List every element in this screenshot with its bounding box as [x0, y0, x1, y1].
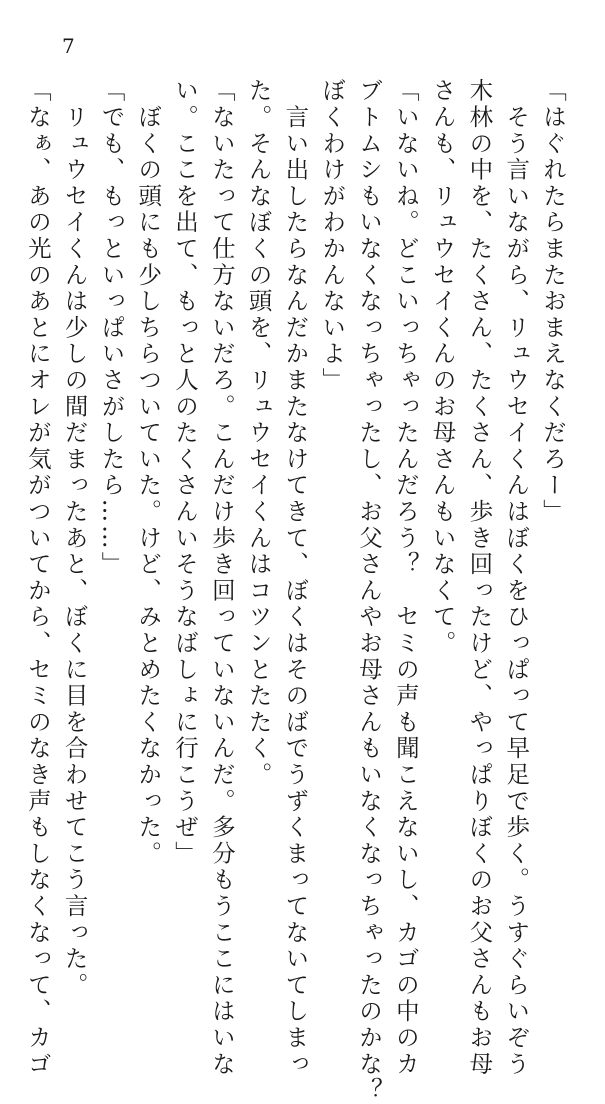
- text-line: 「いないね。どこいっちゃったんだろう？ セミの声も聞こえないし、カゴの中のカ: [391, 78, 420, 1078]
- text-line: 「でも、もっといっぱいさがしたら……」: [97, 78, 126, 578]
- text-line: た。そんなぼくの頭を、リュウセイくんはコツンとたたく。: [244, 78, 273, 789]
- text-line: ブトムシもいなくなっちゃったし、お父さんやお母さんもいなくなっちゃったのかな？: [355, 78, 384, 1104]
- text-line: ぼくの頭にも少しちらついていた。けど、みとめたくなかった。: [134, 78, 163, 867]
- text-line: 「はぐれたらまたおまえなくだろー」: [539, 78, 567, 526]
- page-number: 7: [62, 34, 75, 58]
- text-line: 木林の中を、たくさん、たくさん、歩き回ったけど、やっぱりぼくのお父さんもお母: [465, 78, 494, 1078]
- text-line: 言い出したらなんだかまたなけてきて、ぼくはそのばでうずくまってないてしまっ: [281, 78, 310, 1078]
- text-line: 「ないたって仕方ないだろ。こんだけ歩き回っていないんだ。多分もうここにはいな: [207, 78, 236, 1078]
- text-line: 「なぁ、あの光のあとにオレが気がついてから、セミのなき声もしなくなって、カゴ: [23, 78, 52, 1078]
- text-line: さんも、リュウセイくんのお母さんもいなくて。: [428, 78, 457, 657]
- text-line: リュウセイくんは少しの間だまったあと、ぼくに目を合わせてこう言った。: [60, 78, 89, 999]
- text-line: そう言いながら、リュウセイくんはぼくをひっぱって早足で歩く。うすぐらいぞう: [502, 78, 531, 1078]
- text-line: ぼくわけがわかんないよ」: [318, 78, 347, 394]
- text-line: い。ここを出て、もっと人のたくさんいそうなばしょに行こうぜ」: [171, 78, 200, 867]
- vertical-text-body: [19, 78, 571, 1104]
